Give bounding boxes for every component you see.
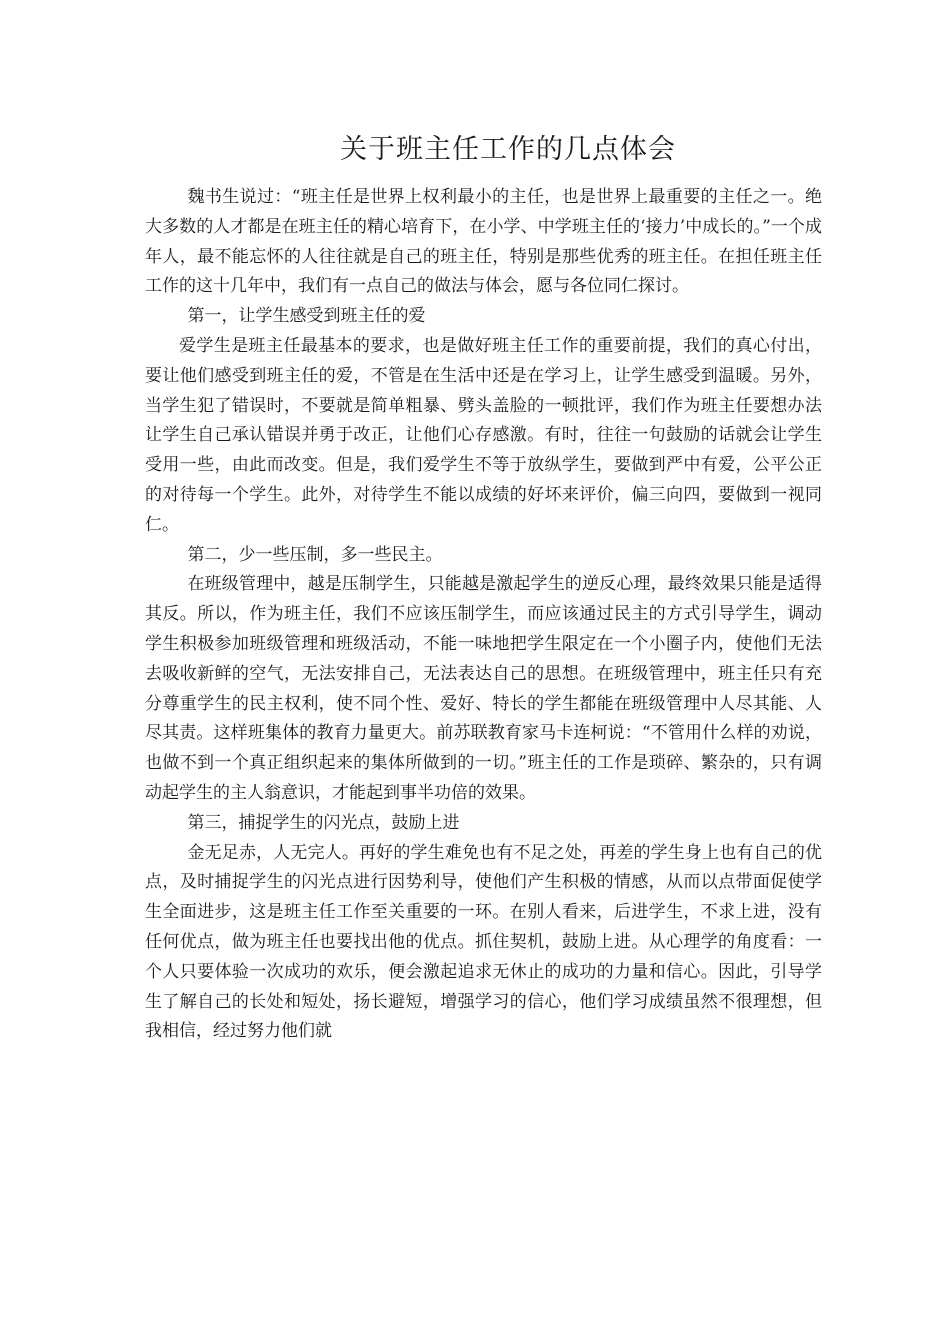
document-body (145, 183, 822, 1047)
document-title: 关于班主任工作的几点体会 (340, 134, 676, 165)
paragraph-section-2: 在班级管理中，越是压制学生，只能越是激起学生的逆反心理，最终效果只能是适得其反。所以，作为班主任，我们不应该压制学生，而应该通过民主的方式引导学生，调动学生积极参加班级管理和班级活动，不能一味地把学生限定在一个小圈子内，使他们无法去吸收新鲜的空气，无法安排自己，无法表达自己的思想。在班级管理中，班主任只有充分尊重学生的民主权利，使不同个性、爱好、特长的学生都能在班级管理中人尽其能、人尽其责。这样班集体的教育力量更大。前苏联教育家马卡连柯说：“不管用什么样的劝说，也做不到一个真正组织起来的集体所做到的一切。”班主任的工作是琐碎、繁杂的，只有调动起学生的主人翁意识，才能起到事半功倍的效果。 (145, 574, 822, 803)
paragraph-section-1: 爱学生是班主任最基本的要求，也是做好班主任工作的重要前提，我们的真心付出，要让他们感受到班主任的爱，不管是在生活中还是在学习上，让学生感受到温暖。另外，当学生犯了错误时，不要就是简单粗暴、劈头盖脸的一顿批评，我们作为班主任要想办法让学生自己承认错误并勇于改正，让他们心存感激。有时，往往一句鼓励的话就会让学生受用一些，由此而改变。但是，我们爱学生不等于放纵学生，要做到严中有爱，公平公正的对待每一个学生。此外，对待学生不能以成绩的好坏来评价，偏三向四，要做到一视同仁。 (145, 335, 822, 535)
section-heading-2: 第二，少一些压制，多一些民主。 (187, 544, 443, 565)
paragraph-section-3: 金无足赤，人无完人。再好的学生难免也有不足之处，再差的学生身上也有自己的优点，及时捕捉学生的闪光点进行因势利导，使他们产生积极的情感，从而以点带面促使学生全面进步，这是班主任工作至关重要的一环。在别人看来，后进学生，不求上进，没有任何优点，做为班主任也要找出他的优点。抓住契机，鼓励上进。从心理学的角度看：一个人只要体验一次成功的欢乐，便会激起追求无休止的成功的力量和信心。因此，引导学生了解自己的长处和短处，扬长避短，增强学习的信心，他们学习成绩虽然不很理想，但我相信，经过努力他们就 (145, 842, 822, 1042)
section-heading-3: 第三，捕捉学生的闪光点，鼓励上进 (187, 812, 460, 833)
section-heading-1: 第一，让学生感受到班主任的爱 (187, 306, 426, 327)
paragraph-intro: 魏书生说过：“班主任是世界上权利最小的主任，也是世界上最重要的主任之一。绝大多数的人才都是在班主任的精心培育下，在小学、中学班主任的‘接力’中成长的。”一个成年人，最不能忘怀的人往往就是自己的班主任，特别是那些优秀的班主任。在担任班主任工作的这十几年中，我们有一点自己的做法与体会，愿与各位同仁探讨。 (145, 187, 822, 297)
